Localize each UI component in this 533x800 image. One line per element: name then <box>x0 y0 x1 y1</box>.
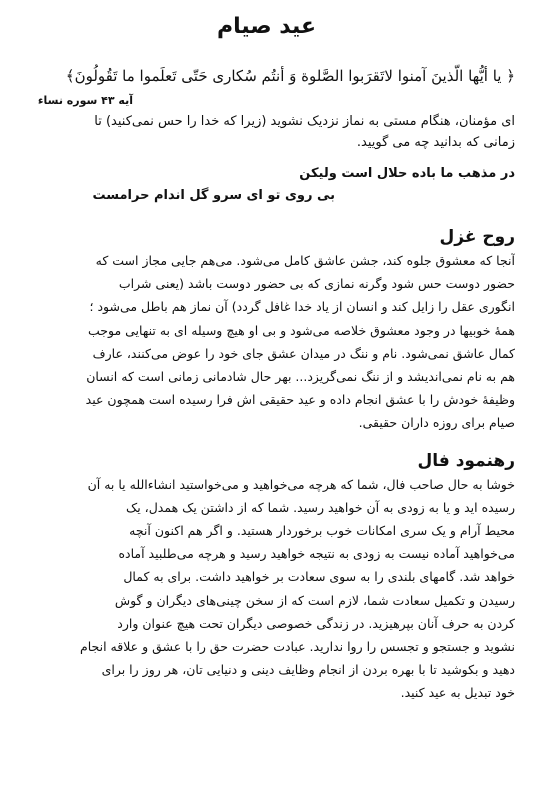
poem-line-1: در مذهب ما باده حلال است ولیکن <box>299 166 515 181</box>
page-title: عید صیام <box>217 14 316 39</box>
translation-line: زمانی که بدانید چه می گویید. <box>356 135 515 150</box>
paragraph-line: نشوید و جستجو و تجسس را روا نداريد. عبادت حضرت حق را با عشق و علاقه انجام <box>80 639 515 655</box>
paragraph-line: رسیده اید و یا به زودی به آن خواهید رسید. شما که از داشتن یک همدل، یک <box>126 499 515 515</box>
paragraph-line: حضور دوست حس شود وگرنه نمازی که بی حضور دوست باشد (یعنی شراب <box>118 276 515 292</box>
section-paragraph <box>18 249 515 435</box>
paragraph-line: خوشا به حال صاحب فال، شما که هرچه می‌خواهید و می‌خواستید انشاءالله یا به آن <box>87 476 515 492</box>
paragraph-line: رسیدن و تکمیل سعادت شما، لازم است که از سخن چینی‌های دیگران و گوش <box>114 592 515 608</box>
paragraph-line: می‌خواهید آماده نیست به زودی به نتیجه خواهید رسید و هرچه می‌طلبید آماده <box>118 546 515 562</box>
poem-couplet <box>18 163 515 207</box>
section-heading: رهنمود فال <box>417 450 515 471</box>
section-rahnemood-fal <box>18 449 515 705</box>
paragraph-line: آنجا که معشوق جلوه کند، جشن عاشق کامل می‌شود. می‌هم جایی مجاز است که <box>95 253 515 268</box>
quran-verse: ﴿ یا أیُّها الّذینَ آمنوا لاتَقرَبوا الصَّلوة وَ أنتُم سُکاری حَتّی تَعلَموا ما تَقُولُونَ﴾ <box>65 67 515 85</box>
verse-translation <box>18 111 515 153</box>
paragraph-line: همهٔ خوبیها در وجود معشوق خلاصه می‌شود و بی او هیچ وسیله ای به تنهایی موجب <box>88 322 515 338</box>
paragraph-line: هم به نام نمی‌اندیشد و از ننگ نمی‌گریزد... بهر حال شادمانی زمانی است که انسان <box>86 369 515 385</box>
paragraph-line: صیام برای روزه داران حقیقی. <box>358 415 515 431</box>
paragraph-line: خواهد شد. گامهای بلندی را به سوی سعادت بر خواهید داشت. برای به کمال <box>123 569 515 585</box>
poem-line-2: بی روی تو ای سرو گل اندام حرامست <box>92 188 335 203</box>
section-heading: روح غزل <box>439 227 515 247</box>
paragraph-line: دهید و بکوشید تا با بهره بردن از انجام وظایف دینی و دنیایی تان، هر روز را برای <box>101 662 515 678</box>
paragraph-line: خود تبدیل به عید کنید. <box>400 685 515 701</box>
verse-reference: آیه ۴۳ سوره نساء <box>37 94 133 107</box>
translation-line: ای مؤمنان، هنگام مستی به نماز نزدیک نشوید (زیرا که خدا را حس نمی‌کنید) تا <box>94 114 515 129</box>
paragraph-line: کمال عاشق نمی‌شود. نام و ننگ در میدان عشق جای خود را عوض می‌کنند، عارف <box>92 345 515 361</box>
paragraph-line: وظیفهٔ خودش را با عشق انجام داده و عید حقیقی اش فرا رسیده است همچون عید <box>85 392 515 408</box>
section-paragraph <box>18 473 515 705</box>
section-ruh-ghazal <box>18 225 515 435</box>
paragraph-line: کردن به حرف آنان بپرهیزید. در زندگی خصوصی دیگران تحت هیچ عنوان وارد <box>117 615 515 631</box>
paragraph-line: محیط آرام و یک سری امکانات خوب برخوردار هستید. و اگر هم اکنون آنچه <box>129 523 515 539</box>
paragraph-line: انگوری عقل را زایل کند و انسان از یاد خدا غافل گردد) آن نماز هم باطل می‌شود ؛ <box>89 299 515 315</box>
